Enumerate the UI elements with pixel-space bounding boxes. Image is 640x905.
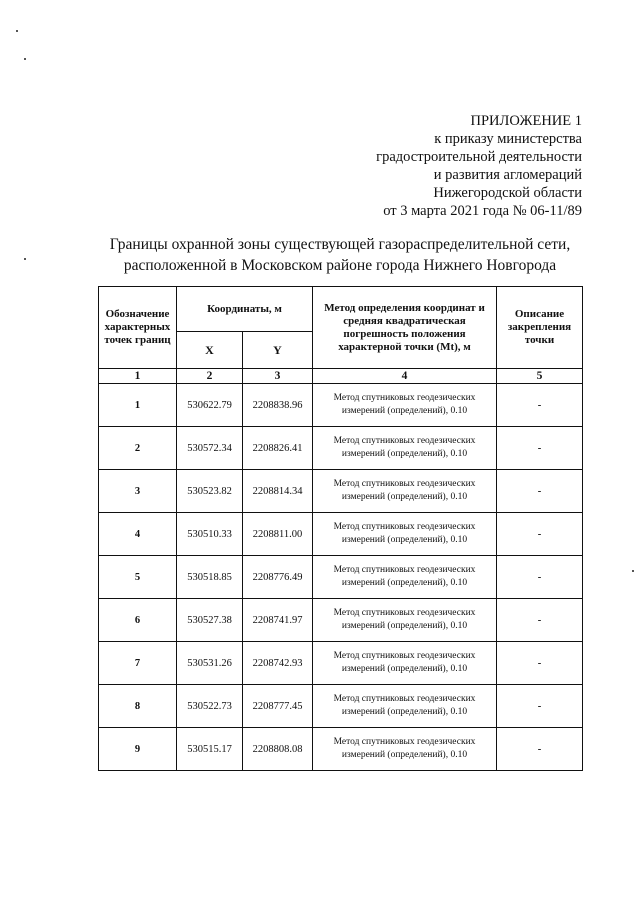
- appendix-line: Нижегородской области: [433, 185, 582, 201]
- point-number: 3: [99, 470, 177, 513]
- column-number: 2: [177, 369, 243, 384]
- table-row: [99, 685, 583, 728]
- method-cell: Метод спутниковых геодезических измерений (определений), 0.10: [313, 728, 497, 771]
- coord-x: 530572.34: [177, 427, 243, 470]
- coord-y: 2208776.49: [243, 556, 313, 599]
- coord-x: 530622.79: [177, 384, 243, 427]
- table-row: [99, 556, 583, 599]
- header-y: Y: [243, 332, 313, 369]
- table-row: [99, 642, 583, 685]
- coord-x: 530527.38: [177, 599, 243, 642]
- header-designation: Обозначение характерных точек границ: [99, 287, 177, 369]
- description-cell: -: [497, 599, 583, 642]
- point-number: 6: [99, 599, 177, 642]
- column-number: 1: [99, 369, 177, 384]
- header-x: X: [177, 332, 243, 369]
- appendix-line: и развития агломераций: [433, 167, 582, 183]
- coord-x: 530522.73: [177, 685, 243, 728]
- document-title: [40, 234, 640, 276]
- coord-y: 2208811.00: [243, 513, 313, 556]
- table-row: [99, 384, 583, 427]
- coord-x: 530518.85: [177, 556, 243, 599]
- header-method: Метод определения координат и средняя квадратическая погрешность положения характерной точки (Mt), м: [313, 287, 497, 369]
- coord-y: 2208826.41: [243, 427, 313, 470]
- coord-x: 530510.33: [177, 513, 243, 556]
- title-line: Границы охранной зоны существующей газораспределительной сети,: [109, 236, 571, 253]
- description-cell: -: [497, 685, 583, 728]
- method-cell: Метод спутниковых геодезических измерений (определений), 0.10: [313, 599, 497, 642]
- method-cell: Метод спутниковых геодезических измерений (определений), 0.10: [313, 513, 497, 556]
- table-row: [99, 513, 583, 556]
- coord-x: 530531.26: [177, 642, 243, 685]
- coord-y: 2208777.45: [243, 685, 313, 728]
- description-cell: -: [497, 470, 583, 513]
- point-number: 7: [99, 642, 177, 685]
- boundary-points-table: [98, 286, 583, 771]
- appendix-line: ПРИЛОЖЕНИЕ 1: [470, 113, 582, 129]
- scan-speck: [24, 258, 26, 260]
- description-cell: -: [497, 728, 583, 771]
- method-cell: Метод спутниковых геодезических измерений (определений), 0.10: [313, 427, 497, 470]
- description-cell: -: [497, 427, 583, 470]
- description-cell: -: [497, 556, 583, 599]
- coord-y: 2208741.97: [243, 599, 313, 642]
- scan-speck: [16, 30, 18, 32]
- point-number: 4: [99, 513, 177, 556]
- point-number: 5: [99, 556, 177, 599]
- description-cell: -: [497, 513, 583, 556]
- point-number: 9: [99, 728, 177, 771]
- table-row: [99, 728, 583, 771]
- scan-speck: [632, 570, 634, 572]
- column-number: 4: [313, 369, 497, 384]
- coord-y: 2208808.08: [243, 728, 313, 771]
- method-cell: Метод спутниковых геодезических измерений (определений), 0.10: [313, 685, 497, 728]
- coord-x: 530515.17: [177, 728, 243, 771]
- table-row: [99, 599, 583, 642]
- method-cell: Метод спутниковых геодезических измерений (определений), 0.10: [313, 384, 497, 427]
- coord-x: 530523.82: [177, 470, 243, 513]
- table-row: [99, 427, 583, 470]
- description-cell: -: [497, 642, 583, 685]
- appendix-block: [370, 112, 582, 220]
- point-number: 8: [99, 685, 177, 728]
- coord-y: 2208814.34: [243, 470, 313, 513]
- appendix-line: градостроительной деятельности: [376, 149, 582, 165]
- coord-y: 2208838.96: [243, 384, 313, 427]
- point-number: 2: [99, 427, 177, 470]
- method-cell: Метод спутниковых геодезических измерений (определений), 0.10: [313, 556, 497, 599]
- column-number: 5: [497, 369, 583, 384]
- title-line: расположенной в Московском районе города Нижнего Новгорода: [123, 257, 557, 274]
- header-coordinates: Координаты, м: [177, 287, 313, 332]
- appendix-line: к приказу министерства: [434, 131, 582, 147]
- column-number: 3: [243, 369, 313, 384]
- header-description: Описание закрепления точки: [497, 287, 583, 369]
- scan-speck: [24, 58, 26, 60]
- method-cell: Метод спутниковых геодезических измерений (определений), 0.10: [313, 642, 497, 685]
- point-number: 1: [99, 384, 177, 427]
- table-row: [99, 470, 583, 513]
- method-cell: Метод спутниковых геодезических измерений (определений), 0.10: [313, 470, 497, 513]
- description-cell: -: [497, 384, 583, 427]
- coord-y: 2208742.93: [243, 642, 313, 685]
- appendix-line: от 3 марта 2021 года № 06-11/89: [383, 203, 582, 219]
